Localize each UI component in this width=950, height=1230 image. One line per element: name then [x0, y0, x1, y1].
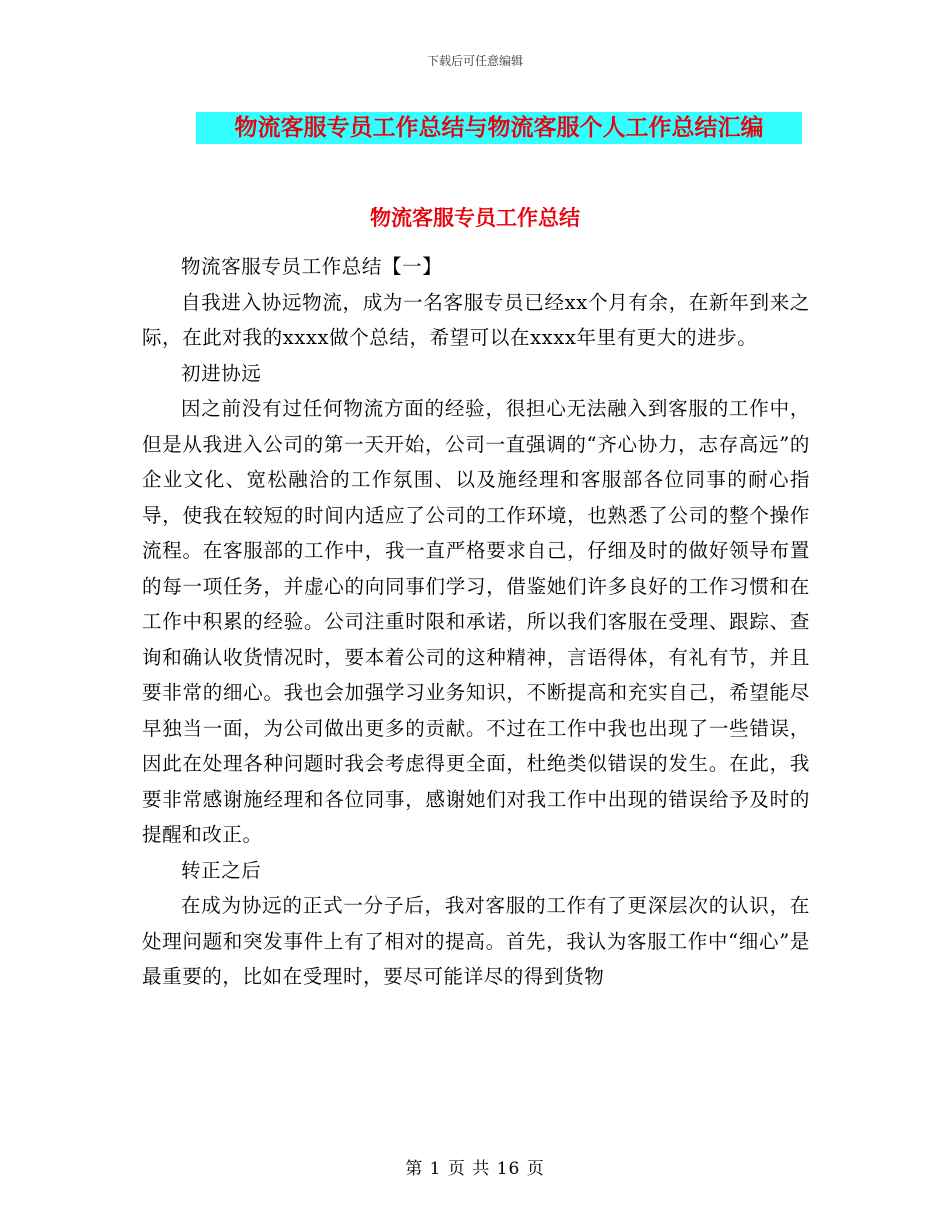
paragraph-2: 自我进入协远物流，成为一名客服专员已经xx个月有余，在新年到来之际，在此对我的xxxx做个总结，希望可以在xxxx年里有更大的进步。 [142, 290, 810, 349]
paragraph-1: 物流客服专员工作总结【一】 [181, 255, 443, 278]
document-main-title: 物流客服专员工作总结与物流客服个人工作总结汇编 [196, 112, 802, 144]
section-title: 物流客服专员工作总结 [370, 206, 580, 230]
header-note: 下载后可任意编辑 [426, 54, 523, 68]
paragraph-5: 转正之后 [181, 858, 262, 882]
page-number-footer: 第 1 页 共 16 页 [405, 1159, 545, 1179]
document-body [142, 249, 810, 995]
paragraph-6: 在成为协远的正式一分子后，我对客服的工作有了更深层次的认识，在处理问题和突发事件上有了相对的提高。首先，我认为客服工作中“细心”是最重要的，比如在受理时，要尽可能详尽的得到货物 [142, 894, 810, 988]
paragraph-4: 因之前没有过任何物流方面的经验，很担心无法融入到客服的工作中，但是从我进入公司的第一天开始，公司一直强调的“齐心协力，志存高远”的企业文化、宽松融洽的工作氛围、以及施经理和客服部各位同事的耐心指导，使我在较短的时间内适应了公司的工作环境，也熟悉了公司的整个操作流程。在客服部的工作中，我一直严格要求自己，仔细及时的做好领导布置的每一项任务，并虚心的向同事们学习，借鉴她们许多良好的工作习惯和在工作中积累的经验。公司注重时限和承诺，所以我们客服在受理、跟踪、查询和确认收货情况时，要本着公司的这种精神，言语得体，有礼有节，并且要非常的细心。我也会加强学习业务知识，不断提高和充实自己，希望能尽早独当一面，为公司做出更多的贡献。不过在工作中我也出现了一些错误，因此在处理各种问题时我会考虑得更全面，杜绝类似错误的发生。在此，我要非常感谢施经理和各位同事，感谢她们对我工作中出现的错误给予及时的提醒和改正。 [142, 397, 810, 846]
paragraph-3: 初进协远 [181, 361, 262, 385]
